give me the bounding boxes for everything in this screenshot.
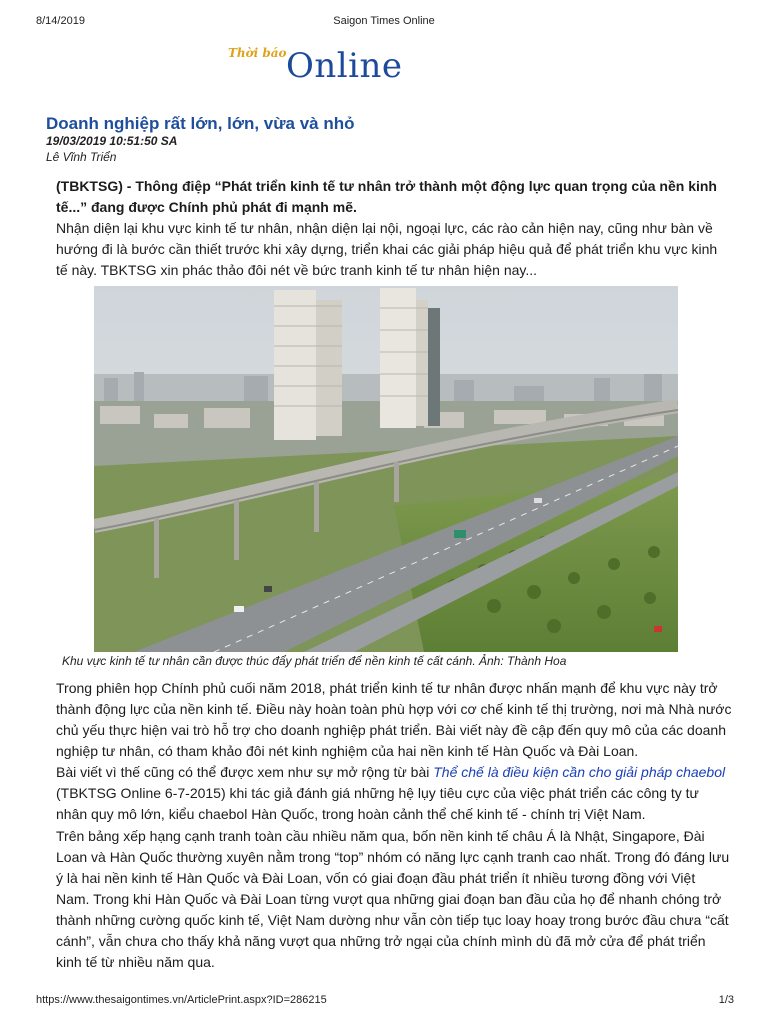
article-datetime: 19/03/2019 10:51:50 SA bbox=[46, 134, 178, 148]
paragraph-3-text-before: Bài viết vì thế cũng có thể được xem như sự mở rộng từ bài bbox=[56, 764, 434, 780]
article-paragraph-4: Trên bảng xếp hạng cạnh tranh toàn cầu nhiều năm qua, bốn nền kinh tế châu Á là Nhật, Singapore, Đài Loan và Hàn Quốc thường xuyên nằm trong “top” nhóm có năng lực cạnh tranh cao nhất. Trong đó đáng lưu ý là hai nền kinh tế Hàn Quốc và Đài Loan, vốn có giai đoạn đầu phát triển ít nhiều tương đồng với Việt Nam. Trong khi Hàn Quốc và Đài Loan từng vượt qua những giai đoạn ban đầu của họ để nhanh chóng trở thành những cường quốc kinh tế, Việt Nam dường như vẫn còn tiếp tục loay hoay trong bước đầu chưa “cất cánh”, vẫn chưa cho thấy khả năng vượt qua những trở ngại của chính mình dù đã mở cửa để phát triển kinh tế từ nhiều năm qua. bbox=[56, 828, 730, 970]
photo-caption: Khu vực kinh tế tư nhân cần được thúc đẩy phát triển để nền kinh tế cất cánh. Ảnh: Thành Hoa bbox=[62, 654, 567, 668]
article-author: Lê Vĩnh Triển bbox=[46, 150, 117, 164]
print-url: https://www.thesaigontimes.vn/ArticlePrint.aspx?ID=286215 bbox=[36, 994, 327, 1006]
logo-big-text: Online bbox=[286, 46, 403, 86]
article-photo bbox=[94, 286, 678, 652]
print-page-number: 1/3 bbox=[718, 994, 734, 1006]
article-title: Doanh nghiệp rất lớn, lớn, vừa và nhỏ bbox=[46, 114, 355, 133]
site-logo[interactable] bbox=[228, 44, 428, 90]
related-article-link[interactable]: Thể chế là điều kiện cần cho giải pháp chaebol bbox=[433, 764, 726, 780]
article-lead: (TBKTSG) - Thông điệp “Phát triển kinh tế tư nhân trở thành một động lực quan trọng của nền kinh tế...” đang được Chính phủ phát đi mạnh mẽ. bbox=[56, 178, 717, 215]
print-header bbox=[0, 15, 768, 33]
logo-small-text: Thời báo bbox=[228, 46, 287, 60]
print-page-title: Saigon Times Online bbox=[333, 15, 435, 27]
print-date: 8/14/2019 bbox=[36, 15, 85, 27]
paragraph-3-text-after: (TBKTSG Online 6-7-2015) khi tác giả đánh giá những hệ lụy tiêu cực của việc phát triển các công ty tư nhân quy mô lớn, kiểu chaebol Hàn Quốc, trong hoàn cảnh thể chế kinh tế - chính trị Việt Nam. bbox=[56, 785, 699, 822]
print-footer bbox=[0, 994, 768, 1010]
article-paragraph-1: Nhận diện lại khu vực kinh tế tư nhân, nhận diện lại nội, ngoại lực, các rào cản hiện nay, cũng như bàn về hướng đi là bước cần thiết trước khi xây dựng, triển khai các giải pháp hiệu quả để phát triển khu vực kinh tế này. TBKTSG xin phác thảo đôi nét về bức tranh kinh tế tư nhân hiện nay... bbox=[56, 220, 718, 278]
highway-photo-illustration bbox=[94, 286, 678, 652]
article-paragraph-3 bbox=[56, 762, 732, 825]
article-paragraph-2: Trong phiên họp Chính phủ cuối năm 2018, phát triển kinh tế tư nhân được nhấn mạnh để khu vực này trở thành động lực của nền kinh tế. Điều này hoàn toàn phù hợp với cơ chế kinh tế thị trường, nơi mà Nhà nước chủ yếu thực hiện vai trò hỗ trợ cho doanh nghiệp phát triển. Bài viết này đề cập đến quy mô của các doanh nghiệp tư nhân, có tham khảo đôi nét kinh nghiệm của hai nền kinh tế Hàn Quốc và Đài Loan. bbox=[56, 680, 732, 759]
